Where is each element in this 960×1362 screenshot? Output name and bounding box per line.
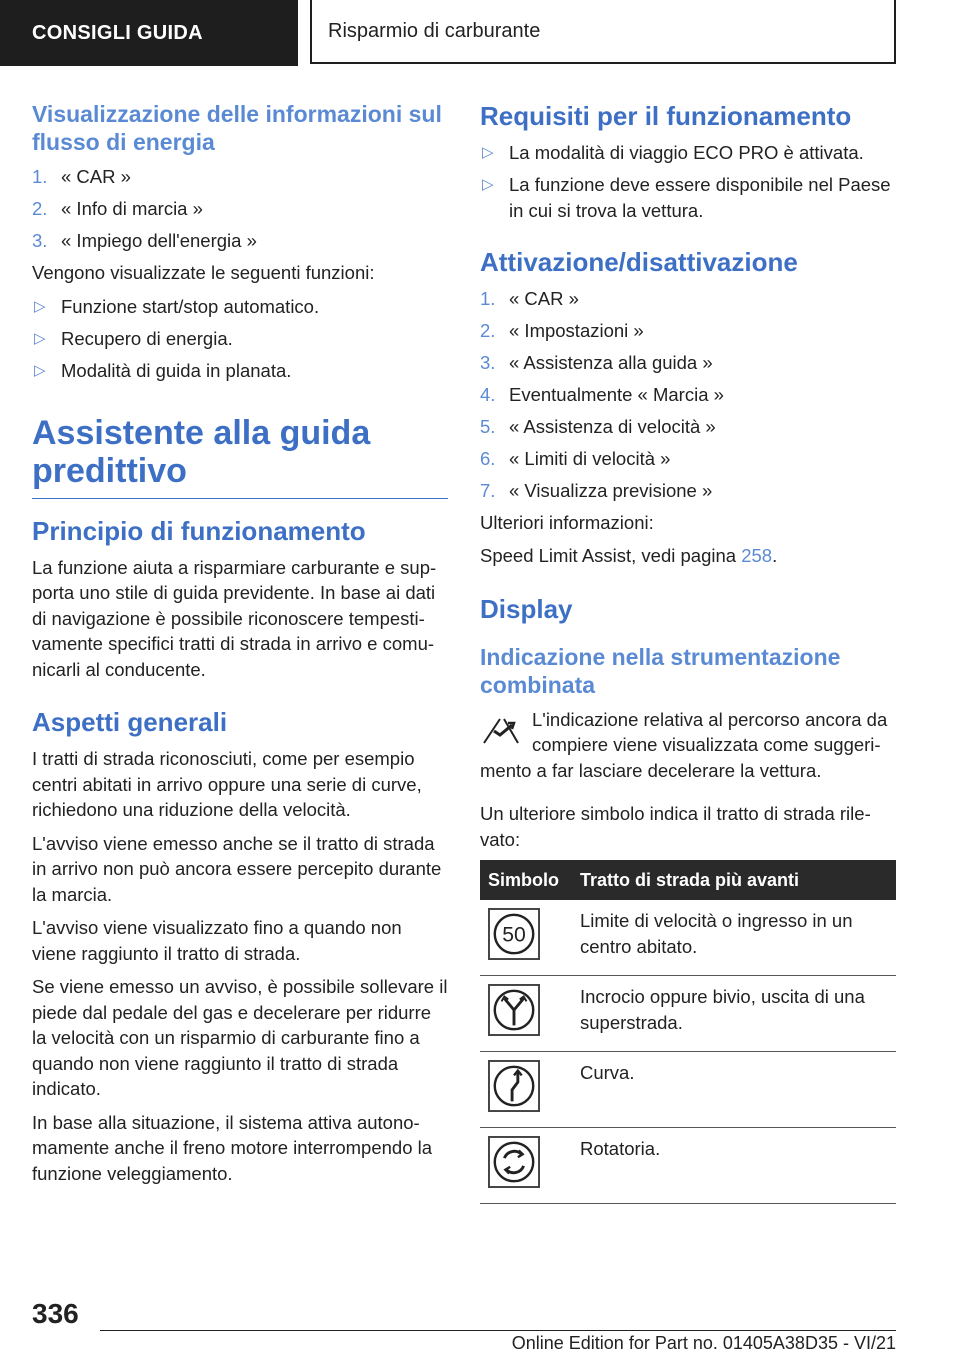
junction-icon <box>488 984 540 1036</box>
edition-text: Online Edition for Part no. 01405A38D35 - VI/21 <box>511 1333 896 1353</box>
functions-intro: Vengono visualizzate le seguenti funzioni: <box>32 262 375 283</box>
table-cell: Curva. <box>572 1052 896 1128</box>
list-item: 1. « CAR » <box>480 287 579 309</box>
list-item: 5. « Assistenza di velocità » <box>480 415 716 437</box>
list-item: 1. « CAR » <box>32 166 131 187</box>
activation-steps <box>480 286 896 504</box>
general-paragraph: I tratti di strada riconosciuti, come per esempio centri abitati in arrivo oppure una serie di curve, richiedono una riduzione della velocità. <box>32 748 422 820</box>
page-link[interactable]: 258 <box>741 545 773 566</box>
principle-text: La funzione aiuta a risparmiare carburante e supporta uno stile di guida previdente. In base ai dati di navigazione è possibile riconoscere tempestivamente specifici tratti di strada in arrivo e comunicarli al conducente. <box>32 556 437 680</box>
bullet-triangle-icon: ▷ <box>34 297 46 315</box>
table-cell: Rotatoria. <box>572 1128 896 1204</box>
list-item: 6. « Limiti di velocità » <box>480 447 671 469</box>
table-row <box>480 976 896 1052</box>
general-heading: Aspetti generali <box>32 707 228 737</box>
table-cell: Limite di velocità o ingresso in un centro abitato. <box>572 900 896 976</box>
left-column <box>32 100 448 1194</box>
curve-icon <box>488 1060 540 1112</box>
list-item: 2. « Impostazioni » <box>480 319 644 341</box>
column-header-symbol: Simbolo <box>480 860 572 900</box>
list-item: 2. « Info di marcia » <box>32 198 203 219</box>
energy-flow-steps <box>32 164 448 254</box>
display-text-1: L'indicazione relativa al percorso ancora da compiere viene visualizzata come suggerimento a far lasciare decelerare la vettura. <box>480 708 888 781</box>
topic-title: Risparmio di carburante <box>310 0 896 64</box>
table-row <box>480 900 896 976</box>
table-row <box>480 1128 896 1204</box>
table-header-row <box>480 860 896 900</box>
principle-heading: Principio di funzionamento <box>32 515 366 546</box>
general-paragraph: In base alla situazione, il sistema attiva autonomamente anche il freno motore interrompendo la funzione veleggiamento. <box>32 1111 433 1184</box>
page-header <box>0 0 960 66</box>
list-item: 3. « Impiego dell'energia » <box>32 230 257 251</box>
roundabout-icon <box>488 1136 540 1188</box>
functions-list <box>32 294 448 384</box>
requirements-list <box>480 140 896 223</box>
list-item: 7. « Visualizza previsione » <box>480 479 713 501</box>
list-item: ▷ Recupero di energia. <box>32 326 448 352</box>
general-paragraph: L'avviso viene emesso anche se il tratto di strada in arrivo non può ancora essere percepito durante la marcia. <box>32 832 442 905</box>
bullet-triangle-icon: ▷ <box>34 329 46 347</box>
general-paragraph: L'avviso viene visualizzato fino a quando non viene raggiunto il tratto di strada. <box>32 917 402 964</box>
list-item: 4. Eventualmente « Marcia » <box>480 383 724 405</box>
footer-divider <box>100 1330 896 1331</box>
column-header-road: Tratto di strada più avanti <box>572 860 896 900</box>
page-number: 336 <box>32 1298 79 1329</box>
list-item: ▷ Funzione start/stop automatico. <box>32 294 448 320</box>
bullet-triangle-icon: ▷ <box>34 361 46 379</box>
list-item: 3. « Assistenza alla guida » <box>480 351 713 373</box>
section-title: CONSIGLI GUIDA <box>0 0 298 66</box>
display-heading: Display <box>480 593 573 624</box>
road-ahead-icon <box>480 709 522 751</box>
right-column <box>480 100 896 1204</box>
assistant-heading: Assistente alla guida predittivo <box>32 414 448 499</box>
table-cell: Incrocio oppure bivio, uscita di una superstrada. <box>572 976 896 1052</box>
display-subheading: Indicazione nella strumentazione combinata <box>480 643 841 698</box>
bullet-triangle-icon: ▷ <box>482 144 494 161</box>
table-row <box>480 1052 896 1128</box>
see-reference: Speed Limit Assist, vedi pagina 258. <box>480 545 778 566</box>
symbols-table <box>480 860 896 1204</box>
list-item: ▷ Modalità di guida in planata. <box>32 358 448 384</box>
display-text-2: Un ulteriore simbolo indica il tratto di strada rilevato: <box>480 803 871 850</box>
energy-flow-heading: Visualizzazione delle informazioni sul flusso di energia <box>32 101 442 155</box>
svg-text:50: 50 <box>502 923 526 947</box>
speed-limit-50-icon <box>488 908 540 960</box>
requirements-heading: Requisiti per il funzionamento <box>480 101 852 131</box>
activation-heading: Attivazione/disattivazione <box>480 246 798 277</box>
general-paragraph: Se viene emesso un avviso, è possibile sollevare il piede dal pedale del gas e decelerare per ridurre la velocità con un risparmio di carburante fino a quando non viene raggiunto il tratto di strada indicato. <box>32 976 448 1099</box>
more-info-label: Ulteriori informazioni: <box>480 511 654 533</box>
list-item: ▷ La funzione deve essere disponibile nel Paese in cui si trova la vettura. <box>482 174 891 221</box>
bullet-triangle-icon: ▷ <box>482 176 494 193</box>
list-item: ▷ La modalità di viaggio ECO PRO è attivata. <box>480 140 896 166</box>
